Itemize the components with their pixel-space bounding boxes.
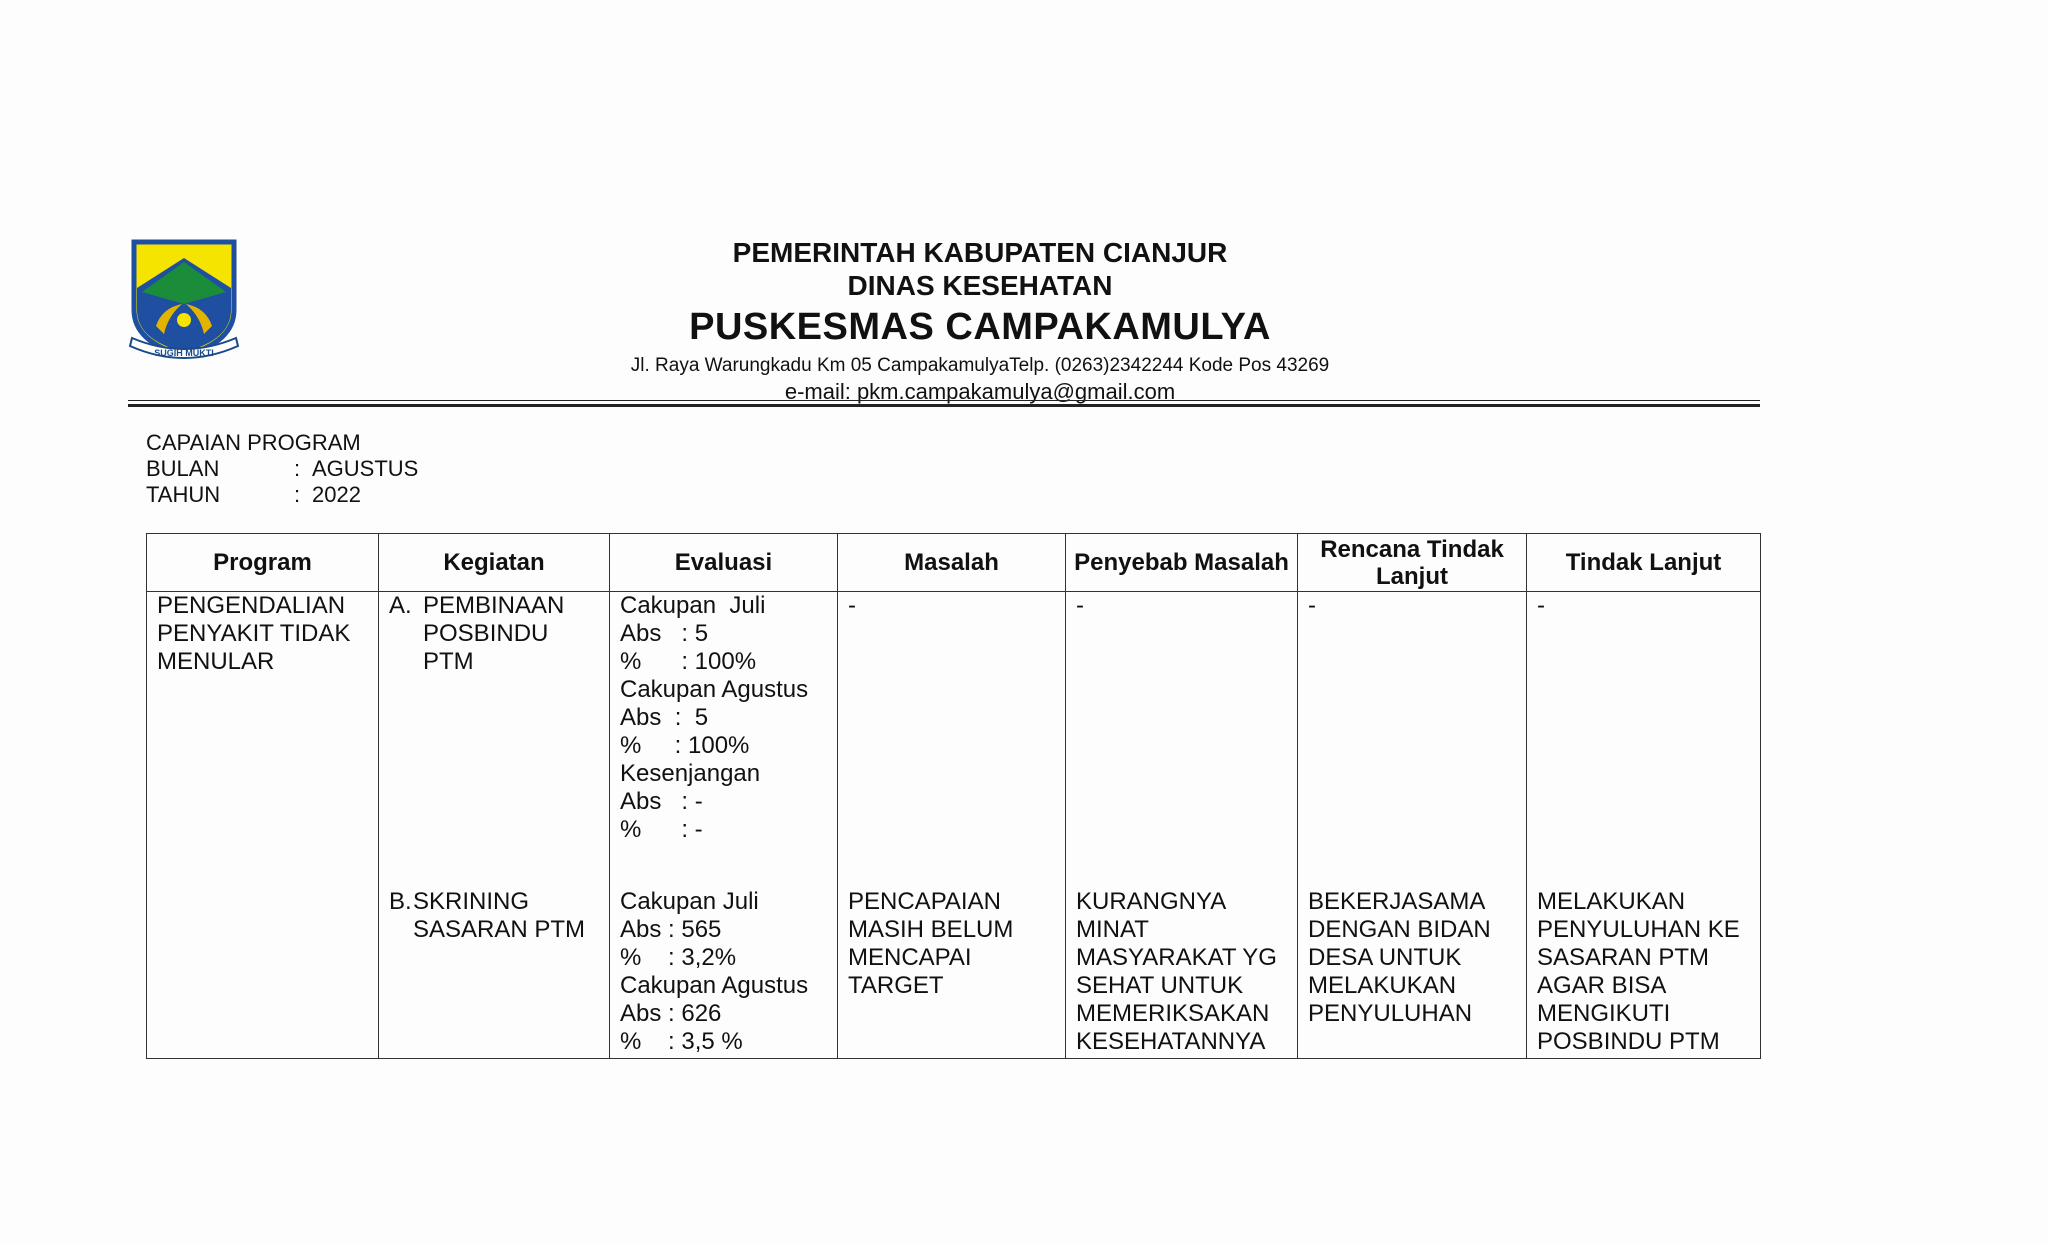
cell-evaluasi: Cakupan Juli Abs : 565 % : 3,2% Cakupan Agustus Abs : 626 % : 3,5 % xyxy=(610,888,838,1059)
header-penyebab-masalah: Penyebab Masalah xyxy=(1066,534,1298,592)
cell-kegiatan xyxy=(379,888,610,1059)
kegiatan-text: PEMBINAAN POSBINDU PTM xyxy=(423,592,565,675)
emblem-motto: SUGIH MUKTI xyxy=(154,348,214,358)
report-info xyxy=(146,430,418,508)
letterhead-institution: PUSKESMAS CAMPAKAMULYA xyxy=(689,306,1271,348)
year-separator: : xyxy=(294,482,301,507)
cell-rencana: BEKERJASAMA DENGAN BIDAN DESA UNTUK MELAKUKAN PENYULUHAN xyxy=(1298,888,1527,1059)
header-program: Program xyxy=(147,534,379,592)
cianjur-emblem-logo xyxy=(128,238,246,370)
cell-tindak-lanjut: MELAKUKAN PENYULUHAN KE SASARAN PTM AGAR BISA MENGIKUTI POSBINDU PTM xyxy=(1527,888,1761,1059)
letterhead-government: PEMERINTAH KABUPATEN CIANJUR xyxy=(732,237,1228,268)
year-label: TAHUN xyxy=(146,482,221,507)
cell-masalah: PENCAPAIAN MASIH BELUM MENCAPAI TARGET xyxy=(838,888,1066,1059)
kegiatan-text: SKRINING SASARAN PTM xyxy=(413,888,586,943)
table-row xyxy=(147,888,1761,1059)
cell-program: PENGENDALIAN PENYAKIT TIDAK MENULAR xyxy=(147,592,379,889)
header-divider-thick xyxy=(128,404,1760,407)
header-tindak-lanjut: Tindak Lanjut xyxy=(1527,534,1761,592)
header-rencana-tindak-lanjut: Rencana Tindak Lanjut xyxy=(1298,534,1527,592)
cell-tindak-lanjut: - xyxy=(1527,592,1761,889)
letterhead xyxy=(340,236,1620,406)
report-title: CAPAIAN PROGRAM xyxy=(146,430,361,455)
table-row xyxy=(147,592,1761,889)
letterhead-email: e-mail: pkm.campakamulya@gmail.com xyxy=(784,379,1176,404)
cell-program xyxy=(147,888,379,1059)
month-value: AGUSTUS xyxy=(312,456,419,481)
table-header-row xyxy=(147,534,1761,592)
cell-evaluasi: Cakupan Juli Abs : 5 % : 100% Cakupan Agustus Abs : 5 % : 100% Kesenjangan Abs : - % : - xyxy=(610,592,838,889)
cell-kegiatan xyxy=(379,592,610,889)
header-masalah: Masalah xyxy=(838,534,1066,592)
program-achievement-table xyxy=(146,533,1761,1059)
cell-penyebab: KURANGNYA MINAT MASYARAKAT YG SEHAT UNTUK MEMERIKSAKAN KESEHATANNYA xyxy=(1066,888,1298,1059)
month-separator: : xyxy=(294,456,301,481)
kegiatan-number: A. xyxy=(389,592,412,619)
cell-masalah: - xyxy=(838,592,1066,889)
year-value: 2022 xyxy=(312,482,361,507)
letterhead-department: DINAS KESEHATAN xyxy=(847,270,1113,301)
report-month-row xyxy=(146,456,418,482)
header-divider-thin xyxy=(128,400,1760,401)
kegiatan-number: B. xyxy=(389,888,412,915)
month-label: BULAN xyxy=(146,456,220,481)
header-kegiatan: Kegiatan xyxy=(379,534,610,592)
header-evaluasi: Evaluasi xyxy=(610,534,838,592)
report-year-row xyxy=(146,482,418,508)
letterhead-address: Jl. Raya Warungkadu Km 05 CampakamulyaTelp. (0263)2342244 Kode Pos 43269 xyxy=(630,355,1330,376)
cell-rencana: - xyxy=(1298,592,1527,889)
cell-penyebab: - xyxy=(1066,592,1298,889)
